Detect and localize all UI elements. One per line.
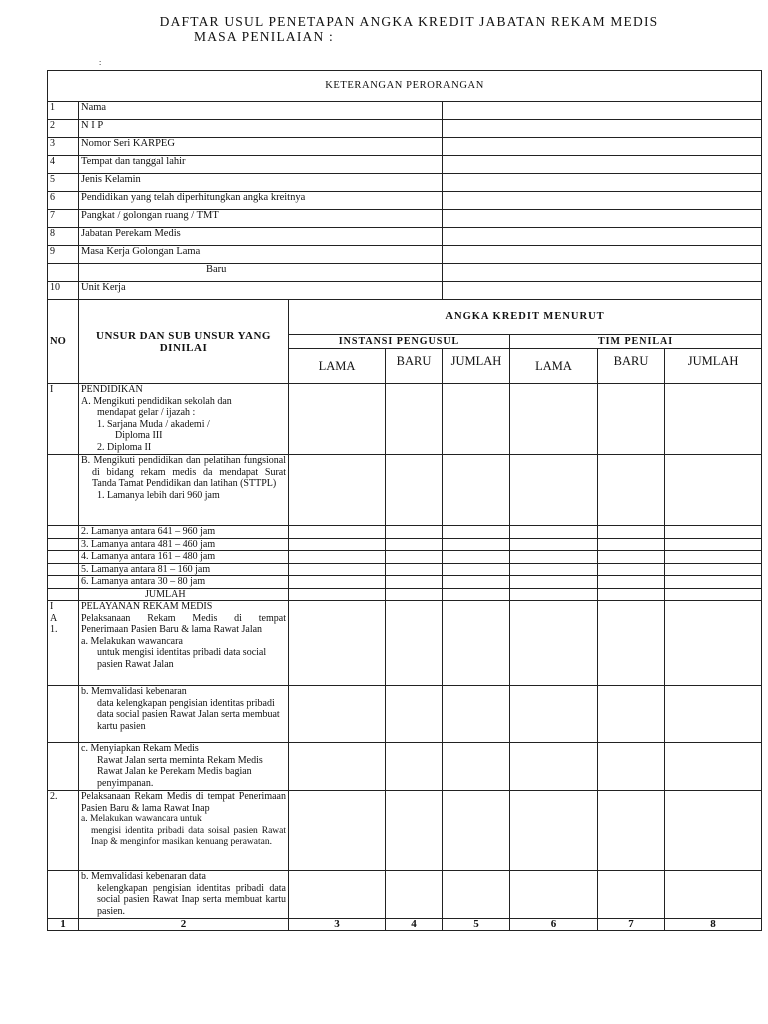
row-label: Nomor Seri KARPEG bbox=[79, 138, 443, 156]
value-cell[interactable] bbox=[665, 601, 762, 686]
value-cell[interactable] bbox=[443, 384, 510, 455]
value-cell[interactable] bbox=[443, 526, 510, 539]
pelayanan-no: I bbox=[50, 601, 54, 612]
pendidikan-a-line1: A. Mengikuti pendidikan sekolah dan bbox=[81, 395, 232, 407]
value-cell[interactable] bbox=[665, 551, 762, 564]
row-value[interactable] bbox=[443, 138, 762, 156]
header-instansi: INSTANSI PENGUSUL bbox=[289, 335, 510, 349]
row-number: 1 bbox=[48, 102, 79, 120]
table-row bbox=[48, 743, 762, 791]
pelayanan-2a-cell bbox=[79, 791, 289, 871]
value-cell[interactable] bbox=[665, 743, 762, 791]
pendidikan-b-cell bbox=[79, 455, 289, 526]
pelayanan-1-text: Penerimaan Pasien Baru & lama Rawat Jalan bbox=[81, 624, 263, 635]
pelayanan-1b-body: data kelengkapan pengisian identitas pribadi data social pasien Rawat Jalan serta membuat kartu pasien bbox=[97, 697, 280, 732]
row-number: 5 bbox=[48, 174, 79, 192]
table-row bbox=[48, 601, 762, 686]
value-cell[interactable] bbox=[386, 576, 443, 589]
value-cell[interactable] bbox=[443, 743, 510, 791]
value-cell[interactable] bbox=[665, 384, 762, 455]
row-label: N I P bbox=[79, 120, 443, 138]
value-cell[interactable] bbox=[510, 563, 598, 576]
personal-row bbox=[48, 138, 762, 156]
value-cell[interactable] bbox=[598, 576, 665, 589]
col-jumlah: JUMLAH bbox=[665, 349, 762, 384]
row-value[interactable] bbox=[443, 210, 762, 228]
value-cell[interactable] bbox=[289, 563, 386, 576]
pelayanan-2a-head: a. Melakukan wawancara untuk bbox=[81, 814, 202, 824]
value-cell[interactable] bbox=[443, 871, 510, 919]
value-cell[interactable] bbox=[289, 791, 386, 871]
pendidikan-a-item1-line1: 1. Sarjana Muda / akademi / bbox=[97, 418, 210, 430]
column-number-row bbox=[48, 919, 762, 931]
value-cell[interactable] bbox=[510, 526, 598, 539]
row-label: Tempat dan tanggal lahir bbox=[79, 156, 443, 174]
row-value[interactable] bbox=[443, 174, 762, 192]
value-cell[interactable] bbox=[443, 791, 510, 871]
duration-item: 4. Lamanya antara 161 – 480 jam bbox=[79, 551, 289, 564]
row-value[interactable] bbox=[443, 282, 762, 300]
table-row bbox=[48, 526, 762, 539]
column-number: 5 bbox=[443, 919, 510, 931]
row-value[interactable] bbox=[443, 228, 762, 246]
value-cell[interactable] bbox=[665, 791, 762, 871]
column-number: 8 bbox=[665, 919, 762, 931]
pendidikan-a-item1-line2: Diploma III bbox=[115, 430, 163, 441]
row-number: 8 bbox=[48, 228, 79, 246]
row-number: 10 bbox=[48, 282, 79, 300]
value-cell[interactable] bbox=[443, 576, 510, 589]
col-jumlah: JUMLAH bbox=[443, 349, 510, 384]
value-cell[interactable] bbox=[665, 686, 762, 743]
value-cell[interactable] bbox=[289, 743, 386, 791]
pelayanan-1b-cell bbox=[79, 686, 289, 743]
value-cell[interactable] bbox=[598, 871, 665, 919]
personal-row bbox=[48, 156, 762, 174]
row-label: Jabatan Perekam Medis bbox=[79, 228, 443, 246]
value-cell[interactable] bbox=[598, 384, 665, 455]
value-cell[interactable] bbox=[289, 384, 386, 455]
value-cell[interactable] bbox=[289, 526, 386, 539]
personal-row bbox=[48, 228, 762, 246]
col-lama: LAMA bbox=[510, 349, 598, 384]
keterangan-header: KETERANGAN PERORANGAN bbox=[48, 71, 762, 102]
personal-row bbox=[48, 120, 762, 138]
value-cell[interactable] bbox=[386, 526, 443, 539]
value-cell[interactable] bbox=[598, 588, 665, 601]
personal-row bbox=[48, 174, 762, 192]
row-number: 3 bbox=[48, 138, 79, 156]
value-cell[interactable] bbox=[386, 563, 443, 576]
value-cell[interactable] bbox=[386, 686, 443, 743]
value-cell[interactable] bbox=[289, 871, 386, 919]
value-cell[interactable] bbox=[598, 526, 665, 539]
pelayanan-2a-body: mengisi identita pribadi data soisal pasien Rawat Inap & menginfor masikan kenuang perawatan. bbox=[91, 825, 286, 847]
value-cell[interactable] bbox=[443, 455, 510, 526]
row-label: Jenis Kelamin bbox=[79, 174, 443, 192]
row-value[interactable] bbox=[443, 192, 762, 210]
value-cell[interactable] bbox=[386, 588, 443, 601]
value-cell[interactable] bbox=[386, 551, 443, 564]
value-cell[interactable] bbox=[510, 576, 598, 589]
pelayanan-1b-head: b. Memvalidasi kebenaran bbox=[81, 686, 187, 697]
value-cell[interactable] bbox=[510, 601, 598, 686]
column-number: 7 bbox=[598, 919, 665, 931]
pelayanan-2b-head: b. Memvalidasi kebenaran data bbox=[81, 871, 206, 882]
value-cell[interactable] bbox=[510, 551, 598, 564]
column-number: 1 bbox=[48, 919, 79, 931]
pelayanan-2b-cell bbox=[79, 871, 289, 919]
col-baru: BARU bbox=[386, 349, 443, 384]
row-label: Baru bbox=[79, 264, 443, 282]
value-cell[interactable] bbox=[665, 538, 762, 551]
colon-mark: : bbox=[99, 58, 102, 67]
pelayanan-2-text: Pelaksanaan Rekam Medis di tempat Penerimaan Pasien Baru & lama Rawat Inap bbox=[81, 791, 286, 814]
value-cell[interactable] bbox=[598, 791, 665, 871]
header-unsur: UNSUR DAN SUB UNSUR YANG DINILAI bbox=[79, 300, 289, 384]
value-cell[interactable] bbox=[289, 686, 386, 743]
duration-item: 2. Lamanya antara 641 – 960 jam bbox=[79, 526, 289, 539]
table-row bbox=[48, 791, 762, 871]
personal-row bbox=[48, 264, 762, 282]
pelayanan-1c-head: c. Menyiapkan Rekam Medis bbox=[81, 743, 199, 754]
value-cell[interactable] bbox=[386, 871, 443, 919]
row-number bbox=[48, 264, 79, 282]
value-cell[interactable] bbox=[443, 551, 510, 564]
header-tim-penilai: TIM PENILAI bbox=[510, 335, 762, 349]
pendidikan-title: PENDIDIKAN bbox=[81, 384, 143, 395]
value-cell[interactable] bbox=[386, 538, 443, 551]
value-cell[interactable] bbox=[598, 538, 665, 551]
value-cell[interactable] bbox=[510, 791, 598, 871]
row-number: 9 bbox=[48, 246, 79, 264]
row-number: 2 bbox=[48, 120, 79, 138]
value-cell[interactable] bbox=[386, 791, 443, 871]
duration-item: 6. Lamanya antara 30 – 80 jam bbox=[79, 576, 289, 589]
column-number: 6 bbox=[510, 919, 598, 931]
row-number: 2. bbox=[48, 791, 79, 871]
row-label: Pangkat / golongan ruang / TMT bbox=[79, 210, 443, 228]
pelayanan-1a-head: a. Melakukan wawancara bbox=[81, 635, 183, 647]
credit-form-table bbox=[47, 70, 762, 931]
duration-item: 5. Lamanya antara 81 – 160 jam bbox=[79, 563, 289, 576]
value-cell[interactable] bbox=[665, 871, 762, 919]
value-cell[interactable] bbox=[443, 588, 510, 601]
table-row bbox=[48, 563, 762, 576]
personal-row bbox=[48, 246, 762, 264]
value-cell[interactable] bbox=[510, 384, 598, 455]
value-cell[interactable] bbox=[289, 576, 386, 589]
row-number: I bbox=[48, 384, 79, 455]
value-cell[interactable] bbox=[665, 455, 762, 526]
pelayanan-1a-cell bbox=[79, 601, 289, 686]
col-baru: BARU bbox=[598, 349, 665, 384]
value-cell[interactable] bbox=[665, 563, 762, 576]
pelayanan-1-no: 1. bbox=[50, 624, 58, 635]
value-cell[interactable] bbox=[665, 576, 762, 589]
assessment-period-title: MASA PENILAIAN : bbox=[194, 29, 334, 44]
pendidikan-b-text: B. Mengikuti pendidikan dan pelatihan fungsional di bidang rekam medis da mendapat Surat Tanda Tamat Pendidikan dan latihan (STTPL) bbox=[81, 455, 286, 489]
pelayanan-1c-cell bbox=[79, 743, 289, 791]
jumlah-row bbox=[48, 588, 762, 601]
pelayanan-a-no: A bbox=[50, 612, 58, 624]
row-number-stack bbox=[48, 601, 79, 686]
row-label: Masa Kerja Golongan Lama bbox=[79, 246, 443, 264]
pelayanan-1a-body: untuk mengisi identitas pribadi data social pasien Rawat Jalan bbox=[97, 647, 267, 670]
pelayanan-2b-body: kelengkapan pengisian identitas pribadi data social pasien Rawat Inap serta membuat kartu pasien. bbox=[97, 882, 286, 917]
value-cell[interactable] bbox=[598, 743, 665, 791]
table-row bbox=[48, 871, 762, 919]
pendidikan-a-item2: 2. Diploma II bbox=[97, 441, 152, 453]
personal-row bbox=[48, 192, 762, 210]
table-row bbox=[48, 384, 762, 455]
value-cell[interactable] bbox=[598, 563, 665, 576]
row-value[interactable] bbox=[443, 264, 762, 282]
value-cell[interactable] bbox=[598, 455, 665, 526]
jumlah-label: JUMLAH bbox=[79, 588, 289, 601]
value-cell[interactable] bbox=[598, 686, 665, 743]
value-cell[interactable] bbox=[386, 743, 443, 791]
row-number: 6 bbox=[48, 192, 79, 210]
column-number: 4 bbox=[386, 919, 443, 931]
row-number: 4 bbox=[48, 156, 79, 174]
value-cell[interactable] bbox=[386, 384, 443, 455]
row-label: Pendidikan yang telah diperhitungkan angka kreitnya bbox=[79, 192, 443, 210]
row-value[interactable] bbox=[443, 156, 762, 174]
value-cell[interactable] bbox=[510, 538, 598, 551]
value-cell[interactable] bbox=[386, 601, 443, 686]
value-cell[interactable] bbox=[510, 455, 598, 526]
table-row bbox=[48, 538, 762, 551]
pendidikan-b-item1: 1. Lamanya lebih dari 960 jam bbox=[97, 489, 220, 501]
value-cell[interactable] bbox=[665, 588, 762, 601]
pelayanan-1c-body: Rawat Jalan serta meminta Rekam Medis Rawat Jalan ke Perekam Medis bagian penyimpanan. bbox=[97, 754, 263, 789]
value-cell[interactable] bbox=[289, 538, 386, 551]
column-number: 3 bbox=[289, 919, 386, 931]
value-cell[interactable] bbox=[510, 743, 598, 791]
col-lama: LAMA bbox=[289, 349, 386, 384]
personal-row bbox=[48, 210, 762, 228]
value-cell[interactable] bbox=[443, 601, 510, 686]
row-label: Nama bbox=[79, 102, 443, 120]
value-cell[interactable] bbox=[510, 588, 598, 601]
header-angka-kredit: ANGKA KREDIT MENURUT bbox=[289, 300, 762, 335]
value-cell[interactable] bbox=[289, 601, 386, 686]
column-number: 2 bbox=[79, 919, 289, 931]
document-title: DAFTAR USUL PENETAPAN ANGKA KREDIT JABATAN REKAM MEDIS bbox=[159, 14, 659, 29]
pendidikan-a-cell bbox=[79, 384, 289, 455]
value-cell[interactable] bbox=[289, 455, 386, 526]
value-cell[interactable] bbox=[510, 686, 598, 743]
value-cell[interactable] bbox=[443, 563, 510, 576]
value-cell[interactable] bbox=[289, 588, 386, 601]
table-row bbox=[48, 686, 762, 743]
table-row bbox=[48, 455, 762, 526]
value-cell[interactable] bbox=[386, 455, 443, 526]
value-cell[interactable] bbox=[289, 551, 386, 564]
value-cell[interactable] bbox=[598, 601, 665, 686]
row-value[interactable] bbox=[443, 246, 762, 264]
table-row bbox=[48, 576, 762, 589]
personal-row bbox=[48, 102, 762, 120]
value-cell[interactable] bbox=[665, 526, 762, 539]
table-row bbox=[48, 551, 762, 564]
header-no: NO bbox=[48, 300, 79, 384]
pelayanan-a-text: Pelaksanaan Rekam Medis di tempat bbox=[81, 612, 286, 624]
row-value[interactable] bbox=[443, 102, 762, 120]
value-cell[interactable] bbox=[598, 551, 665, 564]
row-value[interactable] bbox=[443, 120, 762, 138]
value-cell[interactable] bbox=[443, 538, 510, 551]
personal-row bbox=[48, 282, 762, 300]
row-number: 7 bbox=[48, 210, 79, 228]
duration-item: 3. Lamanya antara 481 – 460 jam bbox=[79, 538, 289, 551]
pendidikan-a-line2: mendapat gelar / ijazah : bbox=[97, 407, 196, 418]
pelayanan-title: PELAYANAN REKAM MEDIS bbox=[81, 601, 213, 612]
value-cell[interactable] bbox=[510, 871, 598, 919]
value-cell[interactable] bbox=[443, 686, 510, 743]
row-label: Unit Kerja bbox=[79, 282, 443, 300]
